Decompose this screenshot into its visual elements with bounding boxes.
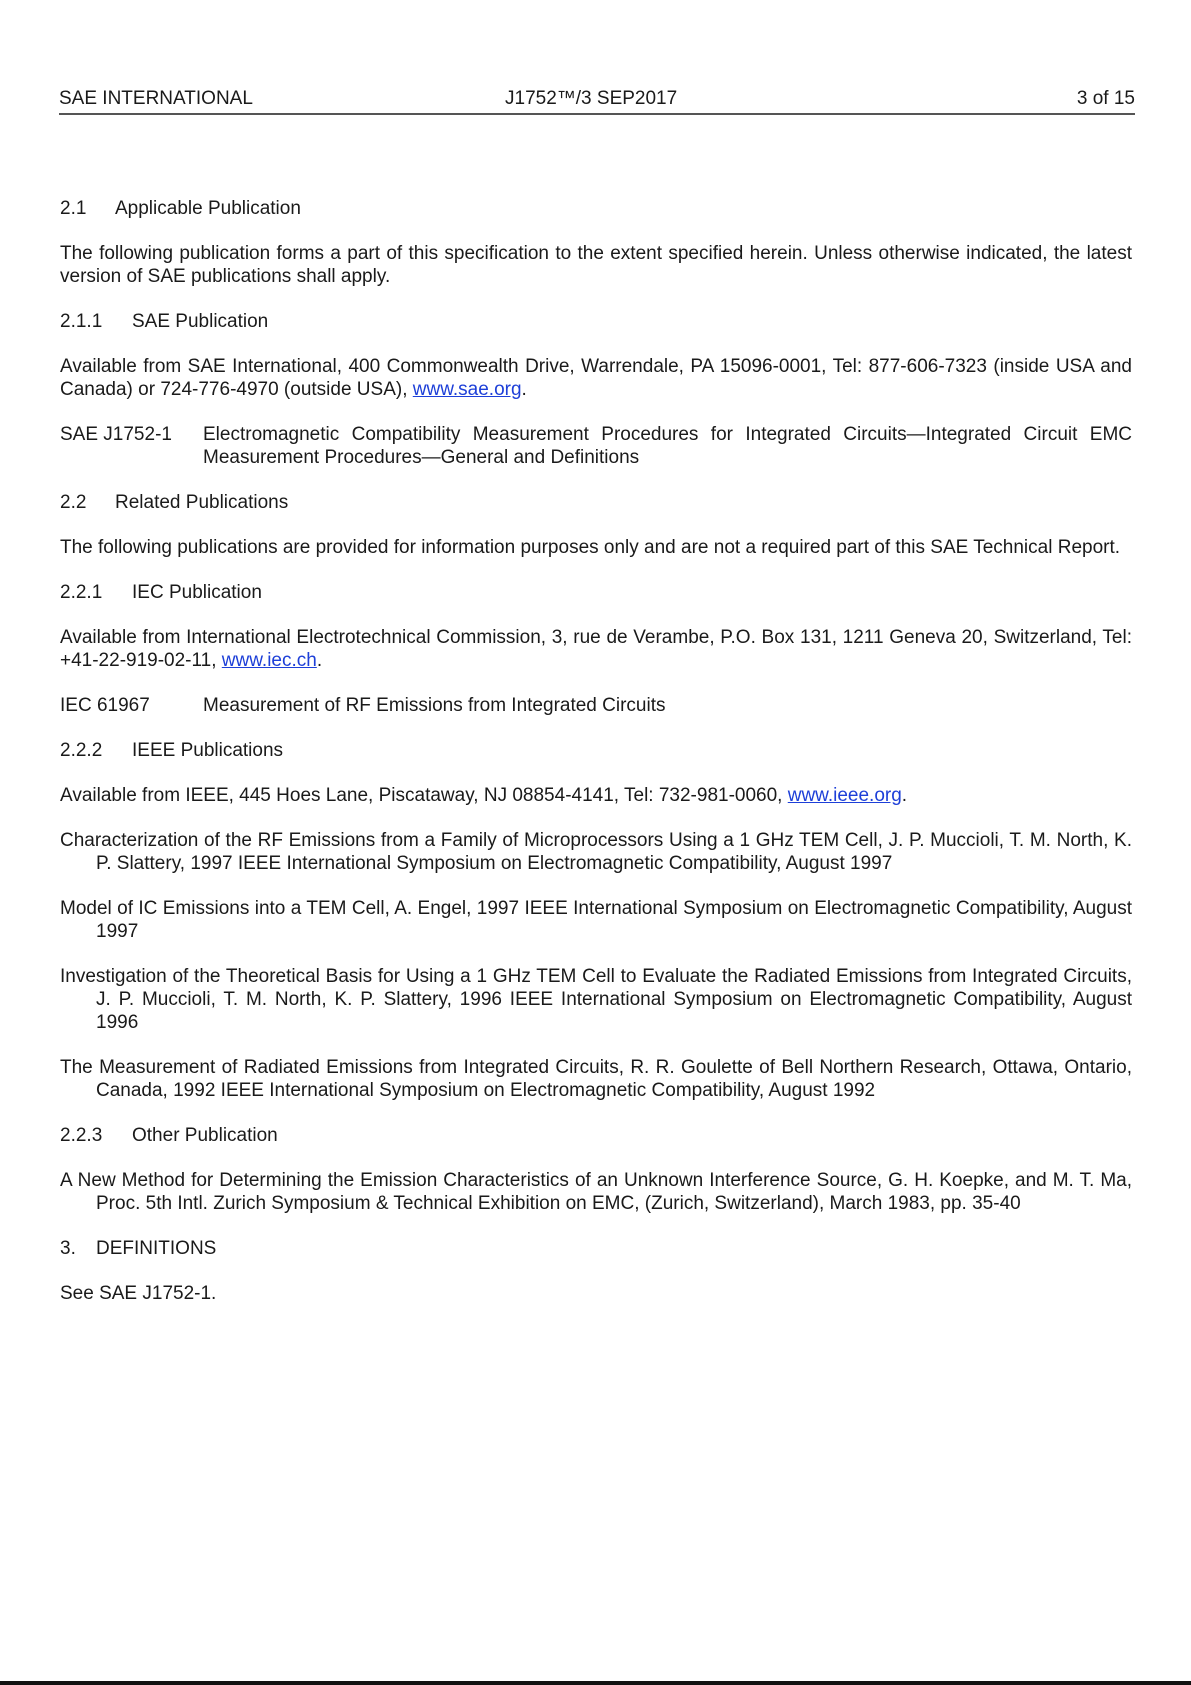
paragraph-sae-availability — [60, 355, 1132, 401]
page-bottom-edge — [0, 1681, 1191, 1685]
section-number: 2.2.2 — [60, 740, 103, 761]
reference-item: The Measurement of Radiated Emissions from Integrated Circuits, R. R. Goulette of Bell Northern Research, Ottawa, Ontario, Canada, 1992 IEEE International Symposium on Electromagnetic Compatibility, August 1992 — [60, 1057, 1132, 1101]
reference-title: Electromagnetic Compatibility Measurement Procedures for Integrated Circuits—Integrated Circuit EMC Measurement Procedures—General and Definitions — [203, 424, 1132, 468]
reference-code: SAE J1752-1 — [60, 424, 172, 445]
section-title: DEFINITIONS — [96, 1238, 217, 1259]
paragraph-end: . — [521, 379, 527, 400]
paragraph-2-2: The following publications are provided for information purposes only and are not a required part of this SAE Technical Report. — [60, 537, 1121, 558]
section-heading-2-1 — [60, 197, 1132, 220]
paragraph-text: Available from SAE International, 400 Commonwealth Drive, Warrendale, PA 15096-0001, Tel: 877-606-7323 (inside USA and Canada) or 724-776-4970 (outside USA), — [60, 356, 1132, 400]
ieee-website-link[interactable]: www.ieee.org — [787, 785, 902, 806]
section-title: Other Publication — [132, 1125, 278, 1146]
section-heading-2-2-3 — [60, 1124, 1132, 1147]
section-number: 2.2.1 — [60, 582, 103, 603]
paragraph-text: Available from IEEE, 445 Hoes Lane, Piscataway, NJ 08854-4141, Tel: 732-981-0060, — [60, 785, 788, 806]
reference-code: IEC 61967 — [60, 695, 150, 716]
document-body — [60, 197, 1132, 1327]
sae-website-link[interactable]: www.sae.org — [412, 379, 522, 400]
reference-item: Model of IC Emissions into a TEM Cell, A. Engel, 1997 IEEE International Symposium on Electromagnetic Compatibility, August 1997 — [60, 898, 1132, 942]
reference-item: Characterization of the RF Emissions from a Family of Microprocessors Using a 1 GHz TEM Cell, J. P. Muccioli, T. M. North, K. P. Slattery, 1997 IEEE International Symposium on Electromagnetic Compatibility, August 1997 — [60, 830, 1132, 874]
paragraph-definitions: See SAE J1752-1. — [60, 1283, 217, 1304]
section-heading-2-2-2 — [60, 739, 1132, 762]
paragraph-ieee-availability — [60, 784, 1132, 807]
reference-sae-j1752-1 — [60, 423, 1132, 469]
paragraph-text: Available from International Electrotechnical Commission, 3, rue de Verambe, P.O. Box 131, 1211 Geneva 20, Switzerland, Tel: +41-22-919-02-11, — [60, 627, 1132, 671]
iec-website-link[interactable]: www.iec.ch — [221, 650, 317, 671]
section-title: SAE Publication — [132, 311, 269, 332]
section-heading-3 — [60, 1237, 1132, 1260]
reference-item: A New Method for Determining the Emission Characteristics of an Unknown Interference Source, G. H. Koepke, and M. T. Ma, Proc. 5th Intl. Zurich Symposium & Technical Exhibition on EMC, (Zurich, Switzerland), March 1983, pp. 35-40 — [60, 1170, 1132, 1214]
section-heading-2-1-1 — [60, 310, 1132, 333]
section-title: IEEE Publications — [132, 740, 284, 761]
paragraph-end: . — [316, 650, 323, 671]
section-title: Applicable Publication — [115, 198, 301, 219]
section-number: 2.2.3 — [60, 1125, 103, 1146]
header-doc-id: J1752™/3 SEP2017 — [505, 88, 678, 109]
section-number: 3. — [60, 1238, 76, 1259]
paragraph-iec-availability — [60, 626, 1132, 672]
paragraph-2-1: The following publication forms a part of this specification to the extent specified herein. Unless otherwise indicated, the latest version of SAE publications shall apply. — [60, 243, 1132, 287]
section-number: 2.1.1 — [60, 311, 103, 332]
page-header — [59, 87, 1135, 115]
reference-item: Investigation of the Theoretical Basis for Using a 1 GHz TEM Cell to Evaluate the Radiated Emissions from Integrated Circuits, J. P. Muccioli, T. M. North, K. P. Slattery, 1996 IEEE International Symposium on Electromagnetic Compatibility, August 1996 — [60, 966, 1132, 1033]
section-number: 2.2 — [60, 492, 87, 513]
section-heading-2-2-1 — [60, 581, 1132, 604]
header-page-number: 3 of 15 — [1076, 88, 1135, 109]
section-heading-2-2 — [60, 491, 1132, 514]
reference-title: Measurement of RF Emissions from Integrated Circuits — [203, 695, 666, 716]
paragraph-end: . — [901, 785, 908, 806]
section-number: 2.1 — [60, 198, 87, 219]
section-title: Related Publications — [115, 492, 289, 513]
reference-iec-61967 — [60, 694, 1132, 717]
section-title: IEC Publication — [132, 582, 262, 603]
header-org: SAE INTERNATIONAL — [59, 88, 253, 109]
